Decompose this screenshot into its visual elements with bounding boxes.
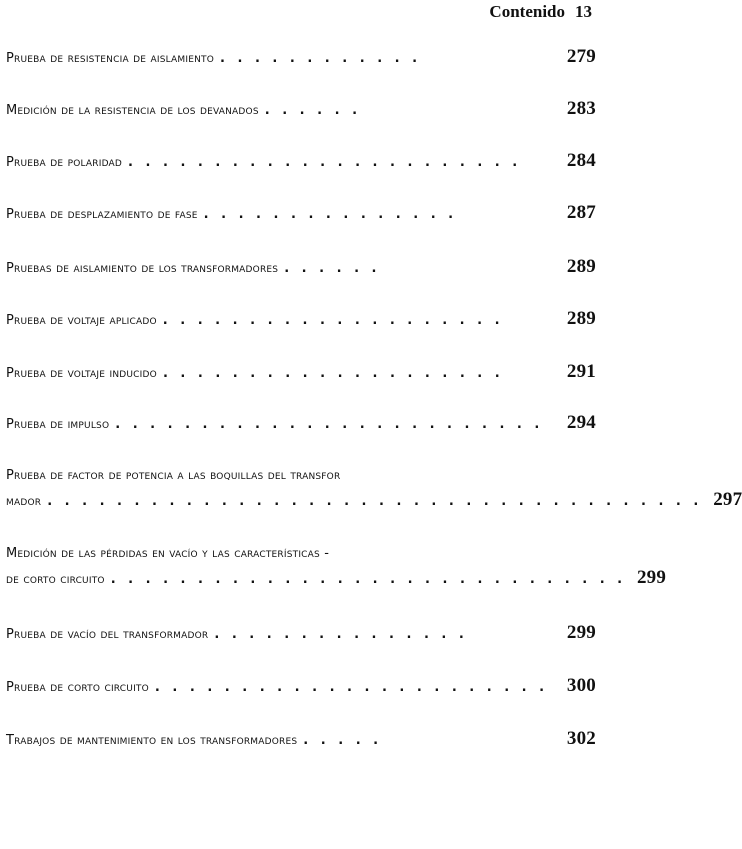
toc-entry[interactable]	[6, 46, 596, 68]
toc-entry[interactable]	[6, 622, 596, 644]
toc-entry-page: 302	[566, 728, 596, 749]
toc-leader-dots: . . . . . . . . . . . . . . . . . . . .	[162, 366, 504, 381]
header-page-number: 13	[575, 2, 592, 21]
toc-entry[interactable]	[6, 412, 596, 434]
toc-entry[interactable]	[6, 308, 596, 330]
toc-entry-title-continued: de corto circuito	[6, 572, 105, 587]
toc-entry-page: 287	[566, 202, 596, 223]
toc-entry[interactable]	[6, 256, 596, 278]
toc-entry[interactable]	[6, 202, 596, 224]
toc-entry-page: 299	[566, 622, 596, 643]
toc-entry-title: Trabajos de mantenimiento en los transformadores	[6, 733, 298, 748]
toc-entry-title: Medición de las pérdidas en vacío y las características -	[6, 546, 330, 561]
toc-leader-dots: . . . . . . . . . . . . . . . . . . . . . . .	[128, 155, 522, 170]
toc-entry-page: 297	[713, 489, 742, 510]
toc-entry-title: Prueba de polaridad	[6, 155, 123, 170]
toc-entry-title: Prueba de corto circuito	[6, 680, 149, 695]
toc-entry-page: 289	[566, 256, 596, 277]
toc-leader-dots: . . . . . . . . . . . . . . . . . . . .	[162, 313, 504, 328]
toc-entry-title: Prueba de factor de potencia a las boquillas del transfor	[6, 468, 341, 483]
toc-entry[interactable]	[6, 98, 596, 120]
toc-entry-page: 283	[566, 98, 596, 119]
toc-leader-dots: . . . . . . . . . . . . . . . . . . . . . . . . . . . . . . . . . . . . . .	[47, 494, 703, 509]
toc-entry[interactable]	[6, 728, 596, 750]
toc-entry[interactable]	[6, 150, 596, 172]
toc-entry-page: 279	[566, 46, 596, 67]
toc-entry-title: Prueba de vacío del transformador	[6, 627, 209, 642]
toc-leader-dots: . . . . . . . . . . . . . . .	[203, 207, 458, 222]
toc-entry-page: 299	[636, 567, 667, 588]
header-title: Contenido	[489, 2, 565, 21]
toc-entry-title: Prueba de voltaje inducido	[6, 366, 157, 381]
toc-entry-page: 300	[566, 675, 596, 696]
toc-entry-page: 289	[566, 308, 596, 329]
toc-entry-title: Prueba de voltaje aplicado	[6, 313, 157, 328]
toc-entry[interactable]	[6, 361, 596, 383]
toc-entry-title: Prueba de resistencia de aislamiento	[6, 51, 215, 66]
toc-entry-title-continued: mador	[6, 494, 42, 509]
toc-entry-title: Prueba de desplazamiento de fase	[6, 207, 198, 222]
toc-leader-dots: . . . . . . . . . . . . . . .	[214, 627, 468, 642]
toc-entry-title: Pruebas de aislamiento de los transformadores	[6, 261, 279, 276]
toc-entry[interactable]	[6, 468, 742, 511]
toc-entry-page: 291	[566, 361, 596, 382]
toc-leader-dots: . . . . .	[303, 733, 383, 748]
toc-entry-page: 294	[566, 412, 596, 433]
toc-entry-page: 284	[566, 150, 596, 171]
toc-leader-dots: . . . . . . . . . . . .	[220, 51, 422, 66]
toc-leader-dots: . . . . . .	[264, 103, 362, 118]
toc-entry[interactable]	[6, 675, 596, 697]
toc-leader-dots: . . . . . . . . . . . . . . . . . . . . . . . . .	[115, 417, 544, 432]
toc-leader-dots: . . . . . .	[284, 261, 381, 276]
page-header	[489, 2, 592, 22]
toc-entry-title: Prueba de impulso	[6, 417, 110, 432]
toc-leader-dots: . . . . . . . . . . . . . . . . . . . . . . . . . . . . . .	[110, 572, 627, 587]
toc-entry-title: Medición de la resistencia de los devanados	[6, 103, 259, 118]
toc-leader-dots: . . . . . . . . . . . . . . . . . . . . . . .	[154, 680, 549, 695]
toc-entry[interactable]	[6, 546, 667, 589]
